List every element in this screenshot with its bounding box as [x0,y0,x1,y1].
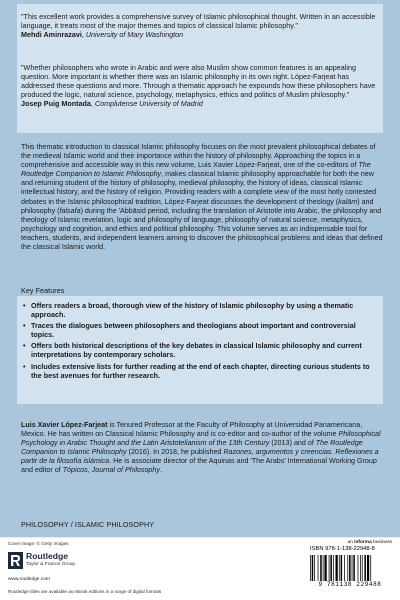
imprint-brand: informa [354,540,372,545]
routledge-logo-icon [8,552,23,569]
barcode-bar [310,555,311,581]
endorser-name: Mehdi Aminrazavi [21,30,82,40]
author-bio-text: is Tenured Professor at the Faculty of Philosophy at Universidad Panamericana, Mexico. He has written on Classical Islamic Philosophy and is co-editor and co-author of the volume [21,421,363,439]
key-features-title: Key Features [21,286,65,295]
author-bio [21,421,383,476]
barcode-bar [312,555,314,581]
barcode-bar [323,555,324,581]
ebook-note: Routledge titles are available as eBook editions in a range of digital formats [8,589,162,594]
endorsement-source: Josep Puig Montada, Complutense University of Madrid [21,99,203,109]
barcode-bar [352,555,353,581]
barcode-number: 9 781138 229488 [318,581,382,588]
barcode-bar [318,555,319,581]
author-bio-text: (2013) and of [269,439,316,448]
publisher-name: Routledge [26,551,69,561]
bullet-icon: • [23,341,26,351]
endorsement-text: "Whether philosophers who wrote in Arabic and were also Muslim show common features is an appealing question. More important is whether there was an Islamic philosophy in its own right. López-Farjeat has addressed these questions and more. Through a thematic approach he expounds how these philosophers have produced the logic, natural science, psychology, metaphysics, ethics and politics of Muslim philosophy." [21,63,376,100]
bullet-icon: • [23,301,26,310]
key-feature-item [23,362,375,380]
key-feature-item [23,321,375,339]
key-feature-item [23,301,375,319]
barcode-bar [329,555,330,581]
author-name: Luis Xavier López-Farjeat [21,421,108,429]
subject-category: PHILOSOPHY / ISLAMIC PHILOSOPHY [21,520,155,529]
barcode-bar [320,555,322,581]
description-title: The Routledge Companion to Islamic Philosophy [21,161,371,179]
isbn-label: ISBN 978-1-138-22948-8 [310,546,375,552]
publisher-subtitle: Taylor & Francis Group [26,562,76,567]
endorsement-1 [21,12,377,39]
bullet-icon: • [23,361,26,371]
barcode-bar [360,555,361,581]
book-description [21,143,383,252]
author-bio-text: . [159,466,162,475]
barcode-bar [353,555,355,581]
barcode-bar [349,555,351,581]
endorsement-source: Mehdi Aminrazavi, University of Mary Washington [21,30,184,40]
imprint-text: an [347,540,355,545]
isbn-barcode-block [307,546,393,590]
key-feature-text: Offers readers a broad, thorough view of the history of Islamic philosophy by using a thematic approach. [31,301,354,320]
barcode-bar [330,555,332,581]
key-feature-text: Includes extensive lists for further reading at the end of each chapter, directing curious students to the best avenues for further research. [31,361,370,380]
author-work-title: Tópicos, Journal of Philosophy [62,466,160,475]
endorser-affiliation: Complutense University of Madrid [94,99,203,109]
description-text: ) during the 'Abbāsid period, including the translation of Aristotle into Arabic, the philosophy and theology of Islamic revelation, logic and philosophy of language, philosophy of natural science, metaphysics, psychology and cognition, and ethics and political philosophy. This volume serves as an indispensable tool for teachers, students, and independent learners aiming to discover the philosophical problems and ideas that defined the classical Islamic world. [21,206,383,252]
bullet-icon: • [23,321,26,331]
author-work-title: The Routledge Companion to Islamic Philosophy [21,439,363,457]
key-feature-item [23,341,375,359]
barcode-bar [314,555,315,581]
barcode-bar [333,555,334,581]
barcode-icon [307,555,393,581]
barcode-bar [324,555,326,581]
publisher-website: www.routledge.com [8,577,50,582]
key-feature-text: Offers both historical descriptions of the key debates in classical Islamic philosophy and current interpretations by contemporary scholars. [31,341,362,360]
description-term: kalām [338,197,358,206]
barcode-bar [344,555,345,581]
barcode-bar [336,555,338,581]
endorsement-2 [21,63,377,108]
endorsements-box [17,4,383,133]
barcode-bar [339,555,340,581]
barcode-bar [341,555,343,581]
imprint-text: business [371,540,392,545]
barcode-bar [358,555,359,581]
description-term: falsafa [59,206,81,215]
description-text: This thematic introduction to classical Islamic philosophy focuses on the most prevalent philosophical debates of the medieval Islamic world and their importance within the history of philosophy. Approaching the topics in a comprehensive and accessible way in this new volume, Luis Xavier López-Farjeat, one of the co-editors of [21,143,376,170]
barcode-bar [362,555,363,581]
endorser-affiliation: University of Mary Washington [85,30,184,40]
key-feature-text: Traces the dialogues between philosophers and theologians about important and controversial topics. [31,321,356,340]
description-text: , makes classical Islamic philosophy approachable for both the new and returning student of the history of philosophy, medieval philosophy, the history of ideas, classical Islamic intellectual history, and the history of religion. Providing readers with a complete view of the most hotly contested debates in the Islamic philosophical tradition, López-Farjeat discusses the development of theology ( [21,170,377,206]
endorsement-text: "This excellent work provides a comprehensive survey of Islamic philosophical thought. Written in an accessible language, it treats most of the major themes and topics of classical Islamic philosophy." [21,12,376,31]
author-bio-text: . He is associate director of the Aquinas and 'The Arabs' International Working Group and editor of [21,457,377,475]
endorser-name: Josep Puig Montada [21,99,91,109]
author-bio-text: (2016). In 2018, he published [126,448,224,457]
key-features-list [23,301,375,382]
description-text: ) and philosophy ( [21,197,374,215]
informa-imprint [347,540,392,545]
author-work-title: Philosophical Psychology in Arabic Thought and the Latin Aristotelianism of the 13th Century [21,430,381,448]
barcode-bar [364,555,366,581]
key-features-box [17,296,383,404]
author-work-title: Razones, argumentos y creencias. Reflexiones a partir de la filosofía islámica [21,448,379,466]
barcode-bar [347,555,348,581]
barcode-bar [367,555,369,581]
cover-credit: Cover image: © Getty Images [8,541,69,546]
barcode-bar [370,555,371,581]
